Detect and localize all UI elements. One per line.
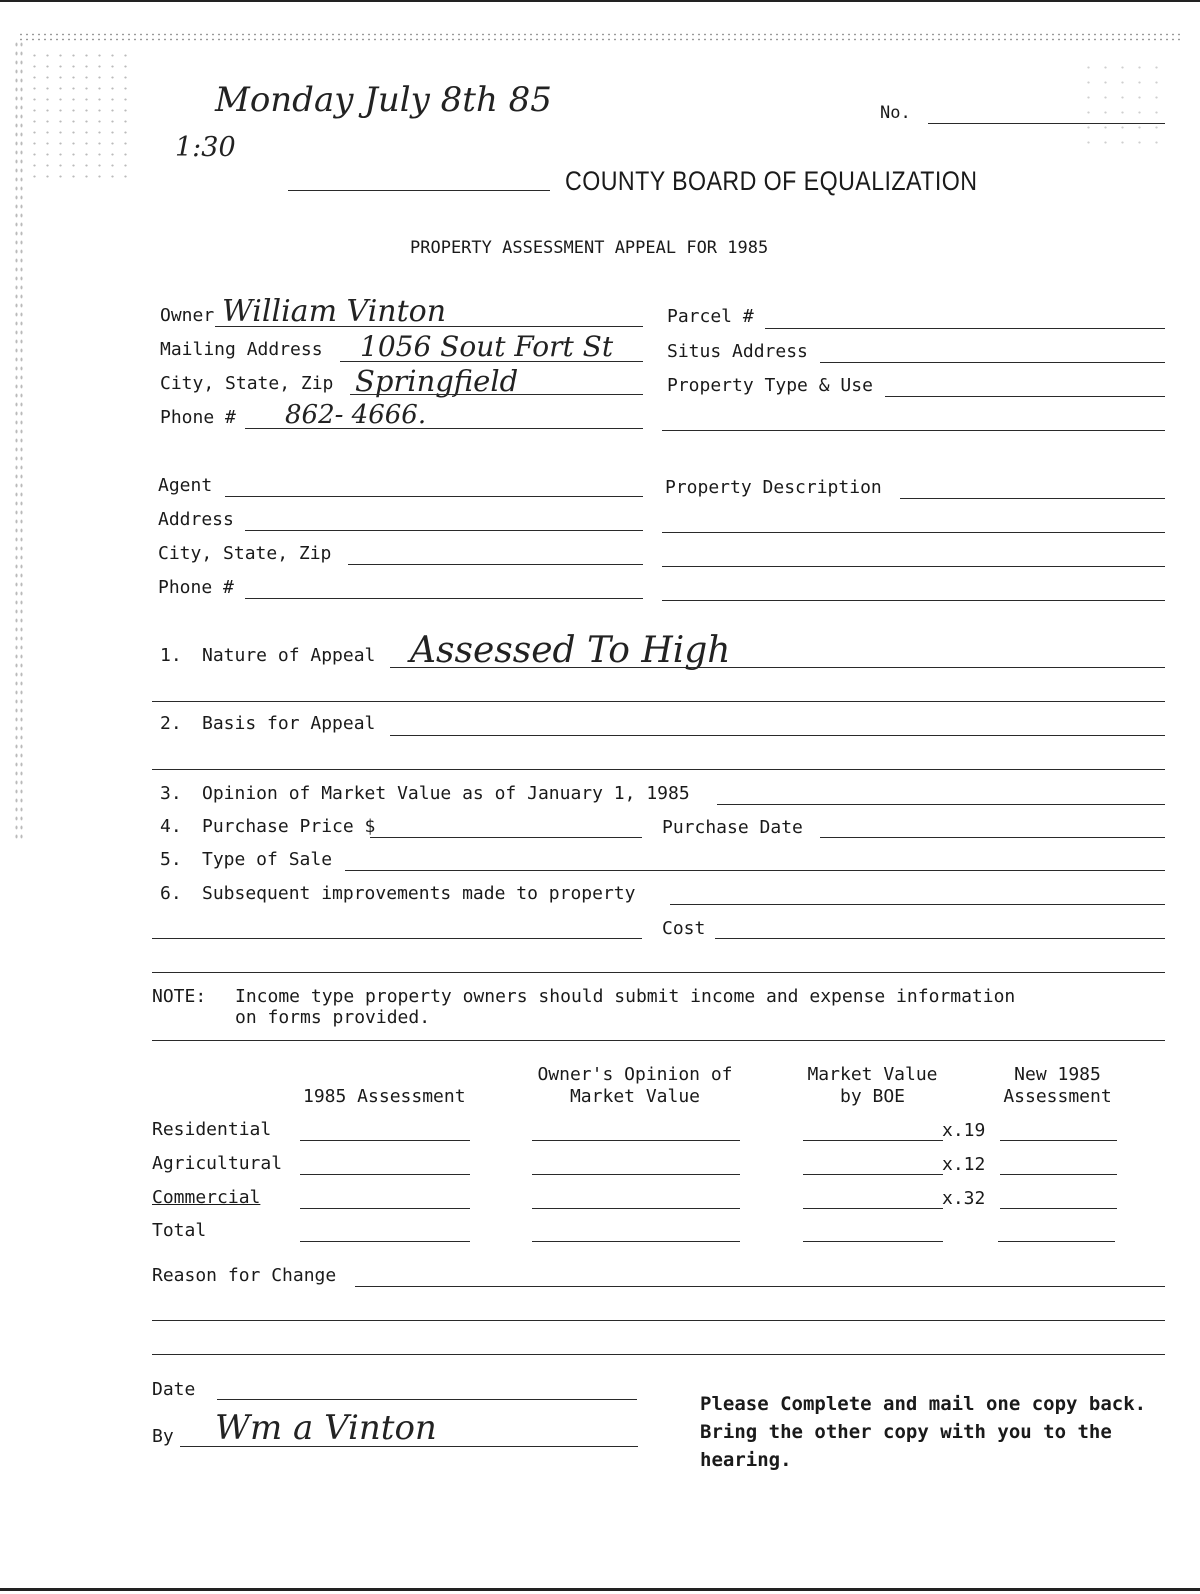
improvements-field-3[interactable]	[152, 972, 1165, 973]
commercial-assessment-field[interactable]	[300, 1208, 470, 1209]
handwritten-date: Monday July 8th 85	[215, 80, 552, 120]
by-label: By	[152, 1426, 174, 1447]
item-5-number: 5.	[160, 849, 182, 870]
note-line-1: Income type property owners should submit income and expense information	[235, 986, 1016, 1007]
agent-address-field[interactable]	[245, 530, 643, 531]
agricultural-boe-value-field[interactable]	[803, 1174, 943, 1175]
item-3-number: 3.	[160, 783, 182, 804]
situs-address-label: Situs Address	[667, 341, 808, 362]
commercial-owner-opinion-field[interactable]	[532, 1208, 740, 1209]
agent-field[interactable]	[225, 496, 643, 497]
scan-noise-left	[14, 40, 24, 840]
number-field[interactable]	[928, 123, 1165, 124]
basis-for-appeal-field[interactable]	[390, 735, 1165, 736]
note-divider	[152, 1040, 1165, 1041]
reason-for-change-field-2[interactable]	[152, 1320, 1165, 1321]
purchase-date-label: Purchase Date	[662, 817, 803, 838]
residential-boe-value-field[interactable]	[803, 1140, 943, 1141]
residential-assessment-field[interactable]	[300, 1140, 470, 1141]
reason-for-change-label: Reason for Change	[152, 1265, 337, 1286]
agricultural-factor: x.12	[942, 1154, 986, 1175]
row-commercial-label: Commercial	[152, 1187, 261, 1208]
phone-value: 862- 4666.	[285, 400, 427, 430]
scan-noise-right	[1080, 60, 1160, 150]
owner-label: Owner	[160, 305, 215, 326]
mailing-address-value: 1056 Sout Fort St	[360, 330, 614, 363]
cost-label: Cost	[662, 918, 706, 939]
nature-of-appeal-value: Assessed To High	[410, 630, 731, 671]
handwritten-time: 1:30	[175, 132, 236, 163]
row-total-label: Total	[152, 1220, 207, 1241]
agent-phone-label: Phone #	[158, 577, 234, 598]
col-market-value-line2: by BOE	[839, 1086, 906, 1107]
cost-field[interactable]	[715, 938, 1165, 939]
property-type-label: Property Type & Use	[667, 375, 873, 396]
item-2-number: 2.	[160, 713, 182, 734]
col-1985-assessment: 1985 Assessment	[303, 1086, 466, 1107]
col-owner-opinion-line2: Market Value	[569, 1086, 701, 1107]
residential-new-assessment-field[interactable]	[1000, 1140, 1117, 1141]
scan-noise-corner	[28, 50, 128, 180]
basis-for-appeal-field-2[interactable]	[152, 769, 1165, 770]
county-name-field[interactable]	[288, 190, 550, 191]
parcel-label: Parcel #	[667, 306, 754, 327]
agricultural-owner-opinion-field[interactable]	[532, 1174, 740, 1175]
reason-for-change-field[interactable]	[355, 1286, 1165, 1287]
agent-city-state-zip-field[interactable]	[348, 564, 643, 565]
item-4-number: 4.	[160, 816, 182, 837]
city-state-zip-value: Springfield	[355, 364, 519, 398]
mailing-instructions: Please Complete and mail one copy back. Bring the other copy with you to the hearing.	[700, 1393, 1147, 1471]
purchase-date-field[interactable]	[820, 837, 1165, 838]
board-title: COUNTY BOARD OF EQUALIZATION	[565, 166, 978, 196]
commercial-factor: x.32	[942, 1188, 986, 1209]
col-market-value-line1: Market Value	[807, 1064, 938, 1085]
total-boe-value-field[interactable]	[803, 1241, 943, 1242]
item-1-number: 1.	[160, 645, 182, 666]
signature: Wm a Vinton	[215, 1408, 437, 1448]
type-of-sale-label: Type of Sale	[202, 849, 333, 870]
market-value-opinion-field[interactable]	[717, 804, 1165, 805]
item-6-number: 6.	[160, 883, 182, 904]
total-owner-opinion-field[interactable]	[532, 1241, 740, 1242]
col-owner-opinion-line1: Owner's Opinion of	[537, 1064, 733, 1085]
purchase-price-field[interactable]	[370, 837, 642, 838]
commercial-boe-value-field[interactable]	[803, 1208, 943, 1209]
agricultural-new-assessment-field[interactable]	[1000, 1174, 1117, 1175]
improvements-label: Subsequent improvements made to property	[202, 883, 636, 904]
residential-factor: x.19	[942, 1120, 986, 1141]
property-description-field-4[interactable]	[662, 600, 1165, 601]
property-description-field-2[interactable]	[662, 532, 1165, 533]
situs-address-field[interactable]	[820, 362, 1165, 363]
form-title: PROPERTY ASSESSMENT APPEAL FOR 1985	[410, 238, 769, 258]
property-description-label: Property Description	[665, 477, 882, 498]
agricultural-assessment-field[interactable]	[300, 1174, 470, 1175]
row-residential-label: Residential	[152, 1119, 272, 1140]
parcel-field[interactable]	[765, 328, 1165, 329]
property-description-field[interactable]	[900, 498, 1165, 499]
property-description-field-3[interactable]	[662, 566, 1165, 567]
improvements-field[interactable]	[670, 904, 1165, 905]
col-new-assessment-line1: New 1985	[1014, 1064, 1101, 1085]
property-type-field-2[interactable]	[662, 430, 1165, 431]
row-agricultural-label: Agricultural	[152, 1153, 283, 1174]
residential-owner-opinion-field[interactable]	[532, 1140, 740, 1141]
type-of-sale-field[interactable]	[345, 870, 1165, 871]
total-assessment-field[interactable]	[300, 1241, 470, 1242]
property-type-field[interactable]	[885, 396, 1165, 397]
signature-field[interactable]	[180, 1446, 638, 1447]
nature-of-appeal-field[interactable]	[390, 667, 1165, 668]
total-new-assessment-field[interactable]	[998, 1241, 1115, 1242]
market-value-opinion-label: Opinion of Market Value as of January 1, 1985	[202, 783, 690, 804]
basis-for-appeal-label: Basis for Appeal	[202, 713, 376, 734]
agent-address-label: Address	[158, 509, 234, 530]
owner-field[interactable]	[215, 326, 643, 327]
page-top-edge	[0, 0, 1200, 2]
phone-label: Phone #	[160, 407, 236, 428]
purchase-price-label: Purchase Price $	[202, 816, 376, 837]
mailing-address-field[interactable]	[340, 361, 643, 362]
date-field[interactable]	[217, 1399, 637, 1400]
owner-value: William Vinton	[222, 294, 447, 329]
scan-noise-top	[18, 32, 1183, 42]
nature-of-appeal-label: Nature of Appeal	[202, 645, 376, 666]
page-bottom-edge	[0, 1588, 1200, 1591]
improvements-field-2[interactable]	[152, 938, 642, 939]
city-state-zip-field[interactable]	[350, 394, 643, 395]
agent-phone-field[interactable]	[245, 598, 643, 599]
city-state-zip-label: City, State, Zip	[160, 373, 334, 394]
commercial-new-assessment-field[interactable]	[1000, 1208, 1117, 1209]
nature-of-appeal-field-2[interactable]	[152, 701, 1165, 702]
reason-for-change-field-3[interactable]	[152, 1354, 1165, 1355]
agent-label: Agent	[158, 475, 213, 496]
agent-city-state-zip-label: City, State, Zip	[158, 543, 332, 564]
date-label: Date	[152, 1379, 196, 1400]
note-line-2: on forms provided.	[235, 1007, 431, 1028]
mailing-address-label: Mailing Address	[160, 339, 323, 360]
phone-field[interactable]	[245, 428, 643, 429]
note-label: NOTE:	[152, 986, 207, 1007]
number-label: No.	[880, 103, 911, 123]
col-new-assessment-line2: Assessment	[1003, 1086, 1112, 1107]
